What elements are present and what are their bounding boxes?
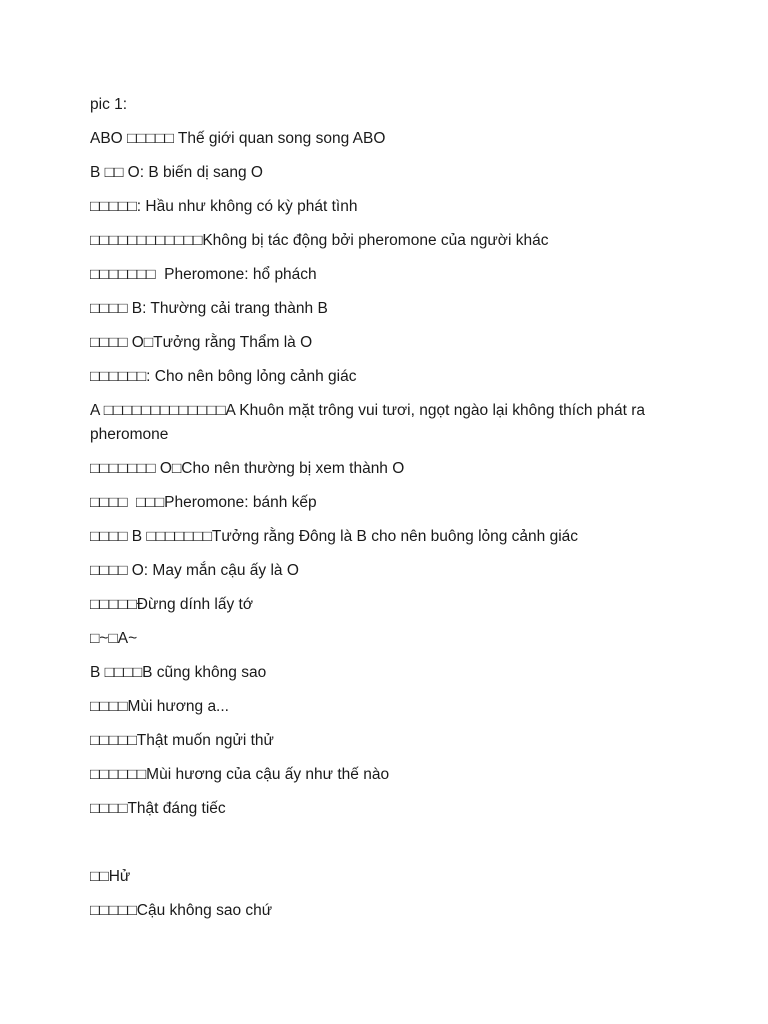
- text-line: □□Hử: [90, 868, 131, 885]
- text-line: □□□□ B: Thường cải trang thành B: [90, 300, 328, 317]
- text-line: □□□□ B □□□□□□□Tưởng rằng Đông là B cho nên buông lỏng cảnh giác: [90, 528, 579, 545]
- text-line: □□□□□□Mùi hương của cậu ấy như thế nào: [90, 766, 390, 783]
- text-line: □□□□□: Hầu như không có kỳ phát tình: [90, 198, 358, 215]
- text-line: □□□□□Thật muốn ngửi thử: [90, 732, 274, 749]
- text-line: B □□ O: B biến dị sang O: [90, 164, 263, 181]
- text-line: □□□□□Cậu không sao chứ: [90, 902, 273, 919]
- text-line: ABO □□□□□ Thế giới quan song song ABO: [90, 130, 386, 147]
- text-line: pic 1:: [90, 96, 128, 113]
- text-line: □□□□□□□□□□□□Không bị tác động bởi pheromone của người khác: [90, 232, 549, 249]
- text-line: □□□□Thật đáng tiếc: [90, 800, 226, 817]
- text-line: □□□□□□□ Pheromone: hổ phách: [90, 266, 317, 283]
- text-line: □□□□ □□□Pheromone: bánh kếp: [90, 494, 317, 511]
- text-line: A □□□□□□□□□□□□□A Khuôn mặt trông vui tươi, ngọt ngào lại không thích phát ra pheromone: [90, 402, 650, 443]
- text-line: B □□□□B cũng không sao: [90, 664, 267, 681]
- text-line: □□□□□Đừng dính lấy tớ: [90, 596, 253, 613]
- blank-line: [90, 831, 678, 855]
- text-line: □~□A~: [90, 630, 138, 647]
- text-line: □□□□□□□ O□Cho nên thường bị xem thành O: [90, 460, 405, 477]
- text-line: □□□□ O□Tưởng rằng Thẩm là O: [90, 334, 313, 351]
- text-line: □□□□ O: May mắn cậu ấy là O: [90, 562, 299, 579]
- text-line: □□□□Mùi hương a...: [90, 698, 229, 715]
- text-line: □□□□□□: Cho nên bông lỏng cảnh giác: [90, 368, 357, 385]
